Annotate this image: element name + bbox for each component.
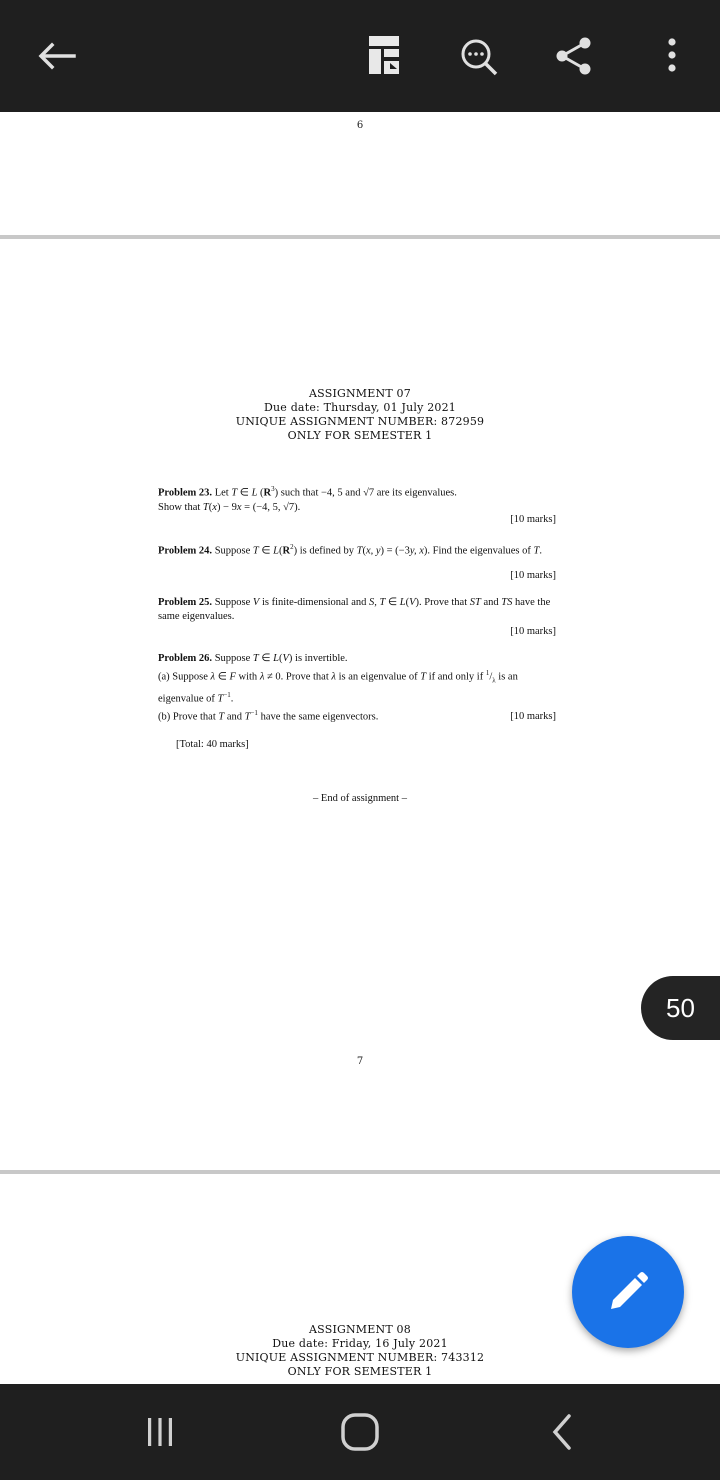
document-viewer[interactable] [0, 112, 720, 1384]
semester-note: ONLY FOR SEMESTER 1 [287, 1365, 433, 1378]
marks: [10 marks] [510, 570, 556, 581]
reading-mode-icon[interactable] [364, 32, 404, 78]
problem-label: Problem 26. [158, 653, 213, 664]
back-icon[interactable] [522, 1384, 602, 1480]
page-separator [0, 1170, 720, 1174]
due-date: Due date: Thursday, 01 July 2021 [263, 401, 456, 414]
back-arrow-icon[interactable] [30, 36, 82, 76]
assignment-title: ASSIGNMENT 08 [309, 1323, 411, 1336]
pencil-icon [605, 1269, 651, 1315]
problem-label: Problem 25. [158, 597, 213, 608]
assignment-title: ASSIGNMENT 07 [309, 387, 411, 400]
page-number-6: 6 [356, 120, 364, 131]
share-icon[interactable] [552, 34, 596, 78]
problem-label: Problem 23. [158, 487, 213, 499]
problem-25: Problem 25. Suppose V is finite-dimensional and S, T ∈ L(V). Prove that ST and TS have the same eigenvalues. [158, 597, 551, 622]
due-date: Due date: Friday, 16 July 2021 [272, 1337, 448, 1350]
more-options-icon[interactable] [660, 34, 684, 76]
recent-apps-icon[interactable] [120, 1384, 200, 1480]
search-icon[interactable] [456, 34, 502, 80]
marks: [10 marks] [510, 514, 556, 525]
problem-23: Problem 23. Let T ∈ L $(R^3)$ such that −4, 5 and √7 are its eigenvalues. Show that T(x) − 9x = (−4, 5, √7). [158, 485, 457, 513]
unique-number: UNIQUE ASSIGNMENT NUMBER: 743312 [235, 1351, 485, 1364]
top-toolbar [0, 0, 720, 112]
page-number-7: 7 [356, 1056, 364, 1067]
system-navigation-bar [0, 1384, 720, 1480]
problem-26: Problem 26. Suppose T ∈ L(V) is invertible. (a) Suppose λ ∈ F with λ ≠ 0. Prove that λ is an eigenvalue of T if and only if $^1/_\lambda$ is an eigenvalue of $T^{-1}$. (b) Prove that T and $T^{-1}$ have the same eigenvectors. [158, 653, 518, 723]
page-separator [0, 235, 720, 239]
marks: [10 marks] [510, 711, 556, 722]
home-icon[interactable] [320, 1384, 400, 1480]
end-of-assignment: – End of assignment – [313, 793, 407, 804]
edit-button[interactable] [572, 1236, 684, 1348]
problem-label: Problem 24. [158, 545, 213, 557]
page-indicator[interactable]: 50 [641, 976, 720, 1040]
total-marks: [Total: 40 marks] [176, 739, 249, 750]
unique-number: UNIQUE ASSIGNMENT NUMBER: 872959 [235, 415, 485, 428]
semester-note: ONLY FOR SEMESTER 1 [287, 429, 433, 442]
problem-24: Problem 24. Suppose T ∈ $L(R^2)$ is defined by T(x, y) = (−3y, x). Find the eigenvalues of T. [158, 543, 542, 557]
marks: [10 marks] [510, 626, 556, 637]
